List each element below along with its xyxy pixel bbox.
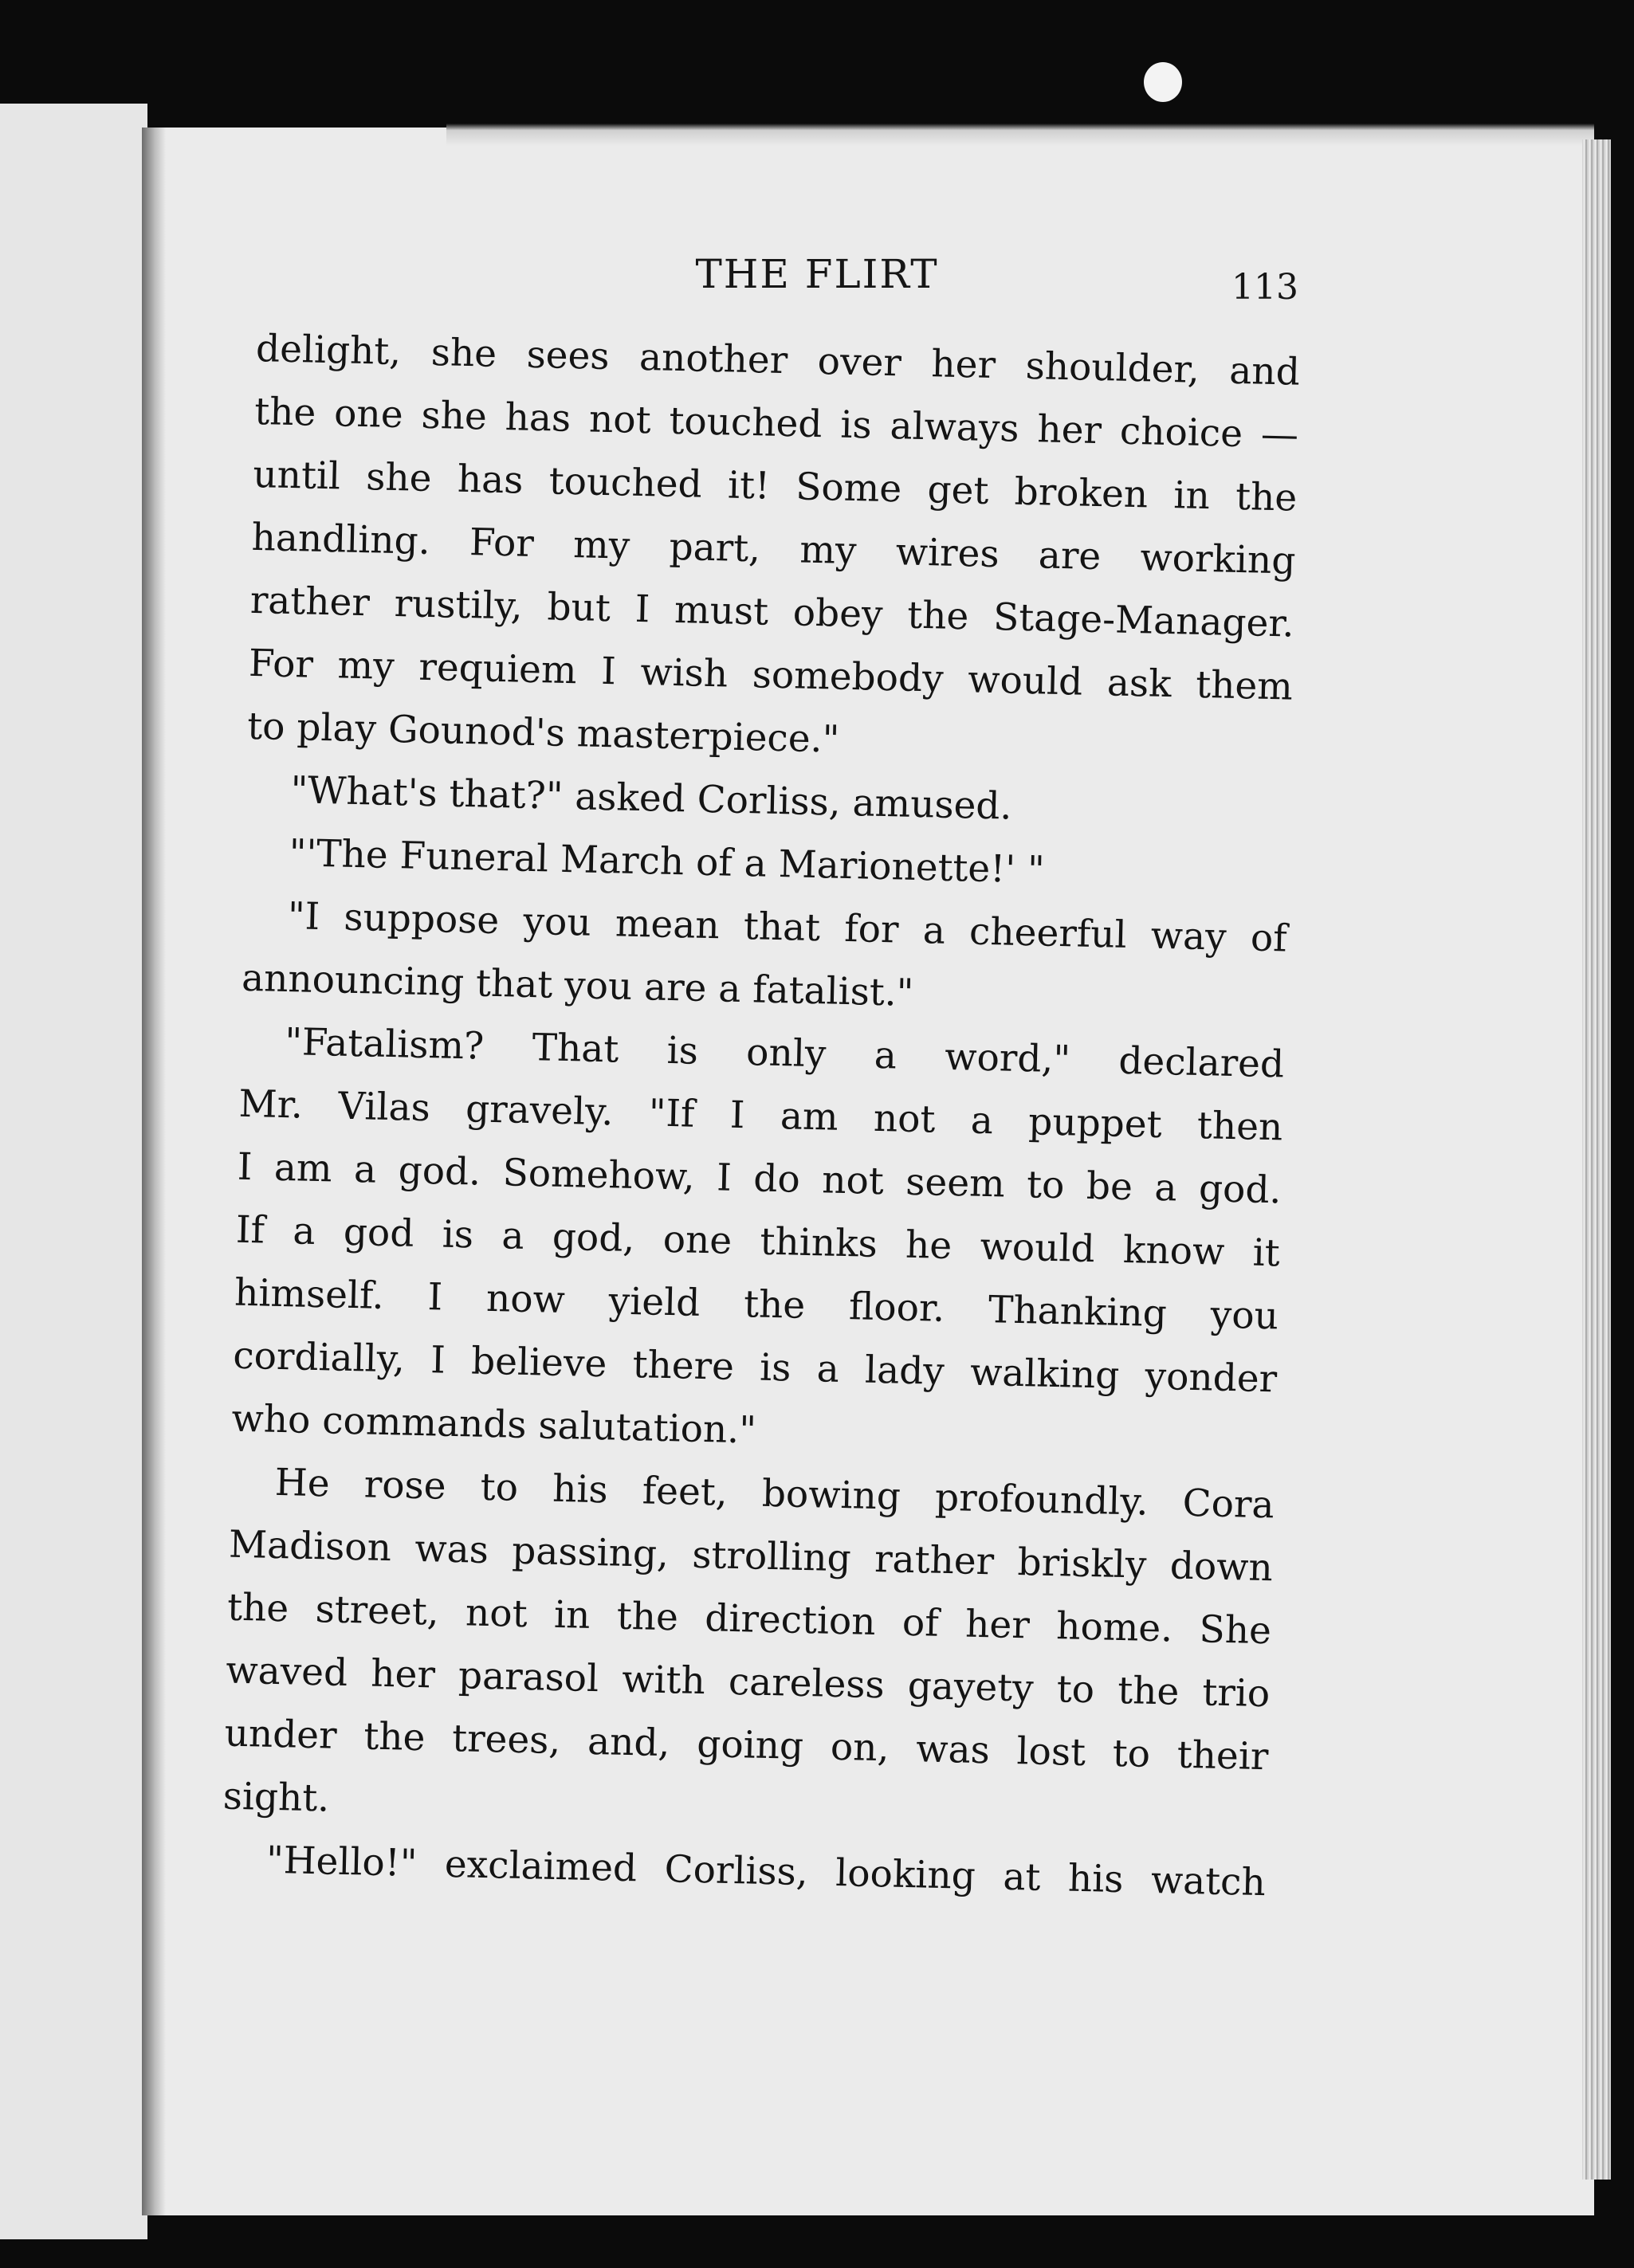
text-line: sight. [222,1774,330,1821]
text-line: until she has touched it! Some get broken in the [252,452,1298,520]
text-line: "I suppose you mean that for a cheerful way of [287,894,1288,961]
text-line: delight, she sees another over her shoulder, and [255,326,1301,394]
text-line: Madison was passing, strolling rather briskly down [228,1522,1274,1591]
page-gutter-shadow [142,128,166,2215]
facing-page-edge [0,104,147,2239]
text-line: announcing that you are a fatalist." [241,955,914,1015]
text-line: himself. I now yield the floor. Thanking you [234,1270,1279,1339]
text-line: Mr. Vilas gravely. "If I am not a puppet then [238,1081,1283,1150]
page-stack-edge [1582,139,1611,2180]
text-line: "Fatalism? That is only a word," declared [284,1020,1285,1087]
page-top-edge [446,124,1594,146]
text-line: rather rustily, but I must obey the Stage-Manager. [249,578,1295,646]
text-line: waved her parasol with careless gayety to the trio [225,1648,1271,1717]
body-text [221,317,1300,1914]
running-head: THE FLIRT [695,251,939,297]
text-line: He rose to his feet, bowing profoundly. Cora [274,1460,1275,1528]
page-number: 113 [1231,267,1298,308]
text-line: "Hello!" exclaimed Corliss, looking at his watch [265,1838,1267,1905]
text-line: If a god is a god, one thinks he would know it [235,1207,1281,1276]
text-line: For my requiem I wish somebody would ask them [248,641,1294,709]
text-line: the street, not in the direction of her home. She [226,1585,1272,1654]
punch-hole [1144,62,1182,102]
text-line: handling. For my part, my wires are working [251,515,1297,583]
text-line: who commands salutation." [231,1396,757,1453]
text-line: the one she has not touched is always her choice — [253,389,1299,457]
text-line: "'The Funeral March of a Marionette!' " [289,831,1046,893]
text-line: "What's that?" asked Corliss, amused. [289,768,1013,829]
text-line: to play Gounod's masterpiece." [246,704,840,762]
text-line: I am a god. Somehow, I do not seem to be a god. [237,1144,1282,1213]
text-line: under the trees, and, going on, was lost to their [224,1711,1269,1779]
text-line: cordially, I believe there is a lady walking yonder [232,1333,1278,1402]
